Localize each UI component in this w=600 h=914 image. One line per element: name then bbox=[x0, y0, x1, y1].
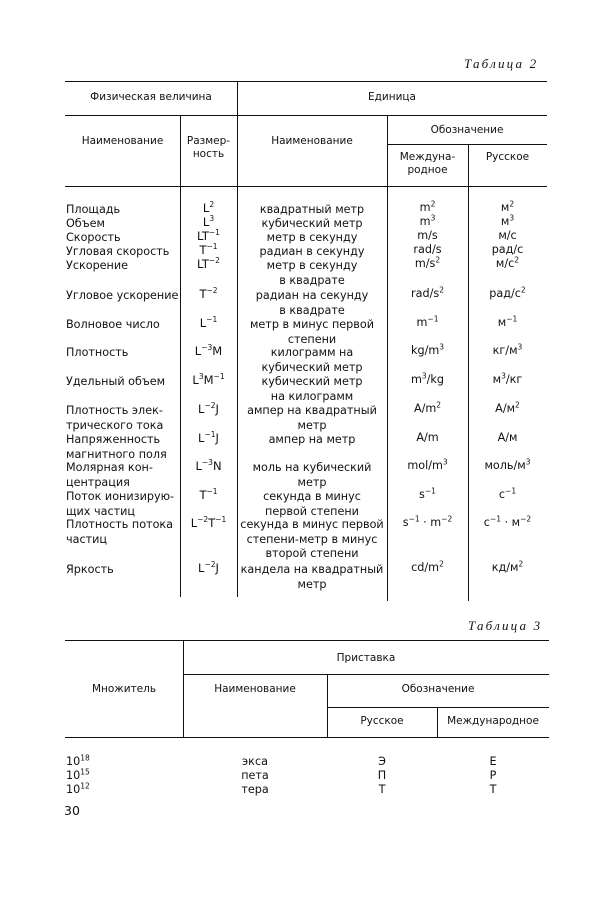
table2-top-rule bbox=[65, 81, 547, 82]
table2-row-intl-symbol-base: m/s bbox=[417, 229, 438, 242]
table2-row-rus-symbol-exponent: −1 bbox=[505, 486, 517, 496]
table2-row-name-line: Площадь bbox=[66, 203, 121, 216]
table2-row-intl-symbol-exponent: 3 bbox=[439, 342, 445, 352]
table3-header-prefix: Приставка bbox=[336, 652, 396, 664]
table2-header-col-name: Наименование bbox=[81, 135, 164, 147]
table2-row-name bbox=[66, 346, 178, 361]
table2-row-name bbox=[66, 433, 178, 462]
table3-header-rule-1 bbox=[183, 674, 549, 675]
table2-row-dimension-exponent: −3 bbox=[201, 343, 213, 353]
table2-row-unit-line: второй степени bbox=[265, 547, 359, 560]
table2-row-intl-symbol-base: · m bbox=[419, 516, 442, 529]
table2-row-rus-symbol bbox=[468, 561, 547, 576]
table2-row-dimension-base: T bbox=[199, 488, 207, 502]
table2-row-dimension-exponent: −1 bbox=[206, 487, 218, 497]
table2-row-name-line: Удельный объем bbox=[66, 375, 166, 388]
table3-header-international: Международное bbox=[447, 715, 539, 727]
table2-row-name bbox=[66, 217, 178, 232]
table2-row-name-line: щих частиц bbox=[66, 504, 136, 518]
table3-row-multiplier-exponent: 12 bbox=[80, 781, 90, 791]
table2-row-rus-symbol bbox=[468, 287, 547, 302]
table2-row-intl-symbol-base: cd/m bbox=[411, 561, 440, 574]
table2-row-rus-symbol-base: с bbox=[498, 488, 506, 501]
table2-row-dimension-base: L bbox=[194, 344, 202, 358]
table3-row-rus-symbol: Т bbox=[378, 783, 386, 796]
table2-header-rule-3 bbox=[65, 186, 547, 187]
table2-row-dimension-base: J bbox=[215, 431, 219, 445]
table2-header-col-dim bbox=[180, 135, 237, 161]
table2-row-rus-symbol-base: /кг bbox=[505, 373, 523, 386]
table2-header-intl bbox=[387, 151, 468, 177]
table2-header-rule-2 bbox=[387, 144, 547, 145]
table2-row-name-line: Яркость bbox=[66, 563, 114, 576]
table2-row-name-line: частиц bbox=[66, 532, 108, 546]
table2-row-rus-symbol-base: кд/м bbox=[491, 561, 519, 574]
table3-top-rule bbox=[65, 640, 549, 641]
table2-row-intl-symbol bbox=[387, 402, 468, 417]
table2-row-unit-line: кубический метр bbox=[261, 360, 363, 374]
table2-row-dimension-base: J bbox=[215, 561, 219, 575]
table2-row-dimension-exponent: 2 bbox=[209, 200, 215, 210]
table2-row-unit-name bbox=[237, 375, 387, 404]
table2-row-dimension-exponent: 3 bbox=[198, 372, 204, 382]
table2-row-rus-symbol-exponent: −1 bbox=[489, 514, 502, 524]
table2-row-dimension-base: L bbox=[198, 431, 205, 445]
table2-row-unit-name bbox=[237, 245, 387, 260]
table3-header-rule-3 bbox=[65, 737, 549, 738]
table3-row-intl-symbol: E bbox=[489, 755, 497, 768]
table2-row-intl-symbol bbox=[387, 229, 468, 244]
table2-row-rus-symbol-base: м/с bbox=[495, 257, 515, 270]
page-number: 30 bbox=[64, 803, 80, 818]
table2-row-dimension-exponent: −2 bbox=[206, 286, 218, 296]
table2-row-intl-symbol-base: /kg bbox=[426, 373, 445, 386]
table2-row-intl-symbol bbox=[387, 561, 468, 576]
table2-row-rus-symbol-exponent: −1 bbox=[506, 314, 518, 324]
table2-row-intl-symbol-base: m bbox=[419, 215, 431, 228]
table2-row-unit-line: метр bbox=[297, 577, 327, 591]
table2-row-unit-line: секунда в минус первой bbox=[240, 518, 384, 531]
table2-row-rus-symbol-base: рад/с bbox=[491, 243, 524, 256]
table2-caption: Таблица 2 bbox=[464, 56, 539, 71]
table2-row-name bbox=[66, 461, 178, 490]
table2-row-unit-line: в квадрате bbox=[279, 303, 345, 317]
table2-row-unit-line: степени-метр в минус bbox=[246, 532, 378, 546]
table3-row-multiplier-base: 10 bbox=[66, 769, 81, 782]
table2-row-dimension-exponent: −3 bbox=[201, 458, 213, 468]
table2-row-name-line: Поток ионизирую- bbox=[66, 490, 175, 503]
table2-row-dimension bbox=[180, 488, 237, 503]
table2-row-name bbox=[66, 490, 178, 519]
table2-row-unit-line: радиан на секунду bbox=[255, 289, 369, 302]
table2-row-unit-name bbox=[237, 563, 387, 592]
table3-header-multiplier: Множитель bbox=[91, 683, 157, 695]
table2-header-dim-line2: ность bbox=[192, 148, 225, 160]
table2-row-name-line: Плотность потока bbox=[66, 518, 174, 531]
table2-row-name bbox=[66, 518, 178, 547]
table2-row-unit-name bbox=[237, 461, 387, 490]
table3-row-multiplier-exponent: 18 bbox=[80, 753, 90, 763]
table2-row-name bbox=[66, 318, 178, 333]
table2-row-dimension-base: T bbox=[199, 243, 207, 257]
table2-row-dimension-exponent: −2 bbox=[204, 401, 216, 411]
table2-row-intl-symbol bbox=[387, 431, 468, 446]
table2-row-name bbox=[66, 404, 178, 433]
table2-row-rus-symbol bbox=[468, 201, 547, 216]
table2-row-unit-line: кубический метр bbox=[261, 217, 363, 230]
table2-row-dimension-exponent: −2 bbox=[197, 515, 209, 525]
table2-row-name-line: центрация bbox=[66, 475, 130, 489]
table2-row-rus-symbol-base: А/м bbox=[495, 402, 516, 415]
table2-row-intl-symbol bbox=[387, 257, 468, 272]
table2-row-unit-line: радиан в секунду bbox=[259, 245, 365, 258]
table2-row-intl-symbol-base: s bbox=[419, 488, 425, 501]
table2-header-unit: Единица bbox=[368, 91, 416, 103]
table2-row-name-line: Плотность bbox=[66, 346, 129, 359]
table2-row-unit-name bbox=[237, 231, 387, 246]
table2-row-dimension bbox=[180, 344, 237, 359]
table2-row-name-line: Угловая скорость bbox=[66, 245, 170, 258]
table2-row-intl-symbol-exponent: 2 bbox=[436, 400, 442, 410]
table2-row-name-line: Скорость bbox=[66, 231, 121, 244]
table2-row-dimension-exponent: −1 bbox=[215, 515, 227, 525]
table2-row-rus-symbol-exponent: 2 bbox=[520, 285, 526, 295]
table2-row-dimension-exponent: −2 bbox=[204, 560, 216, 570]
table2-row-rus-symbol-base: м/с bbox=[498, 229, 517, 242]
table2-row-intl-symbol-exponent: −1 bbox=[427, 314, 439, 324]
table2-row-dimension bbox=[180, 561, 237, 576]
table3-row-rus-symbol: Э bbox=[378, 755, 386, 768]
table2-row-dimension-base: M bbox=[212, 344, 223, 358]
table2-row-unit-name bbox=[237, 346, 387, 375]
table2-row-name-line: Напряженность bbox=[66, 433, 161, 446]
table2-row-unit-line: первой степени bbox=[265, 504, 359, 518]
table2-header-col-unit-name: Наименование bbox=[271, 135, 353, 147]
table2-row-intl-symbol-base: m bbox=[419, 201, 431, 214]
table2-row-unit-name bbox=[237, 203, 387, 218]
table2-row-rus-symbol-exponent: 3 bbox=[525, 457, 531, 467]
table2-header-intl-line1: Междуна- bbox=[399, 151, 456, 163]
table3-row-multiplier-exponent: 15 bbox=[80, 767, 90, 777]
table3-row-rus-symbol: П bbox=[377, 769, 387, 782]
table2-row-rus-symbol bbox=[468, 516, 547, 531]
table2-row-rus-symbol-base: рад/с bbox=[489, 287, 521, 300]
table2-row-dimension-base: M bbox=[203, 373, 214, 387]
table2-header-quantity: Физическая величина bbox=[90, 91, 212, 103]
table2-row-rus-symbol-exponent: 3 bbox=[509, 213, 515, 223]
table2-row-intl-symbol-exponent: −1 bbox=[424, 486, 436, 496]
table2-row-dimension-base: L bbox=[192, 373, 199, 387]
table2-row-intl-symbol-base: A/m bbox=[416, 431, 439, 444]
table2-header-designation: Обозначение bbox=[430, 124, 504, 136]
table2-row-dimension bbox=[180, 287, 237, 302]
table2-row-unit-line: степени bbox=[287, 332, 337, 346]
table2-row-rus-symbol-exponent: 3 bbox=[501, 371, 506, 381]
table2-row-name bbox=[66, 203, 178, 218]
table3-row-prefix-name: пета bbox=[241, 769, 269, 782]
table2-row-unit-line: метр в секунду bbox=[266, 259, 358, 272]
table2-row-intl-symbol-exponent: 2 bbox=[439, 559, 444, 569]
table2-row-unit-line: метр bbox=[297, 475, 327, 489]
table2-row-unit-line: ампер на квадратный bbox=[247, 404, 377, 417]
table2-row-intl-symbol bbox=[387, 201, 468, 216]
table2-row-rus-symbol-exponent: 3 bbox=[517, 342, 523, 352]
table2-row-unit-name bbox=[237, 259, 387, 288]
table2-row-dimension-base: LT bbox=[197, 257, 209, 271]
table3-header-name: Наименование bbox=[214, 683, 296, 695]
table2-row-intl-symbol-exponent: 3 bbox=[430, 213, 436, 223]
table2-row-rus-symbol bbox=[468, 316, 547, 331]
table2-row-name-line: Угловое ускорение bbox=[66, 289, 179, 302]
table3-row-intl-symbol: P bbox=[489, 769, 497, 782]
table2-row-intl-symbol bbox=[387, 344, 468, 359]
table2-row-dimension-base: T bbox=[208, 516, 216, 530]
table2-row-intl-symbol-exponent: 2 bbox=[439, 285, 444, 295]
table2-row-rus-symbol-base: А/м bbox=[497, 431, 518, 444]
table2-row-rus-symbol bbox=[468, 229, 547, 244]
table2-row-dimension-base: L bbox=[198, 402, 205, 416]
table2-row-dimension bbox=[180, 316, 237, 331]
table2-row-intl-symbol bbox=[387, 243, 468, 258]
table2-row-rus-symbol-base: м bbox=[492, 373, 502, 386]
table2-row-intl-symbol-base: s bbox=[402, 516, 409, 529]
table2-row-unit-line: ампер на метр bbox=[268, 433, 356, 446]
table2-row-unit-line: метр bbox=[297, 418, 327, 432]
table2-header-intl-line2: родное bbox=[407, 164, 448, 176]
table3-row-prefix-name: экса bbox=[242, 755, 268, 768]
table2-row-name bbox=[66, 375, 178, 390]
table3-row-multiplier-base: 10 bbox=[66, 755, 81, 768]
table2-row-unit-line: секунда в минус bbox=[263, 490, 361, 503]
table2-row-dimension-base: L bbox=[190, 516, 198, 530]
table2-row-dimension-exponent: −1 bbox=[206, 242, 218, 252]
table2-row-intl-symbol bbox=[387, 316, 468, 331]
table2-row-intl-symbol-base: rad/s bbox=[411, 287, 440, 300]
table2-row-rus-symbol bbox=[468, 459, 547, 474]
table2-row-intl-symbol-base: rad/s bbox=[413, 243, 442, 256]
table2-row-name bbox=[66, 563, 178, 578]
table2-row-intl-symbol bbox=[387, 287, 468, 302]
table2-row-rus-symbol bbox=[468, 243, 547, 258]
table2-row-name bbox=[66, 289, 178, 304]
table2-row-intl-symbol-base: A/m bbox=[413, 402, 437, 415]
table2-row-unit-name bbox=[237, 289, 387, 318]
table3-row-intl-symbol: T bbox=[489, 783, 497, 796]
table2-row-name-line: Объем bbox=[66, 217, 105, 230]
table2-row-intl-symbol bbox=[387, 373, 468, 388]
table2-row-rus-symbol-base: с bbox=[483, 516, 490, 529]
table2-row-unit-line: в квадрате bbox=[279, 273, 345, 287]
table2-row-intl-symbol-base: kg/m bbox=[410, 344, 440, 357]
table2-row-dimension-base: L bbox=[199, 316, 207, 330]
table2-row-dimension bbox=[180, 516, 237, 531]
table2-row-dimension-exponent: −1 bbox=[206, 315, 218, 325]
table2-row-unit-name bbox=[237, 404, 387, 433]
table2-row-unit-line: кандела на квадратный bbox=[240, 563, 384, 576]
table2-row-dimension-base: J bbox=[215, 402, 219, 416]
table2-row-unit-line: метр в секунду bbox=[266, 231, 358, 244]
table2-row-rus-symbol-exponent: 2 bbox=[509, 199, 515, 209]
table3-header-designation: Обозначение bbox=[401, 683, 475, 695]
table2-row-intl-symbol bbox=[387, 516, 468, 531]
table2-row-name-line: Волновое число bbox=[66, 318, 160, 331]
table2-header-dim-line1: Размер- bbox=[186, 135, 231, 147]
table2-row-dimension-exponent: −1 bbox=[204, 430, 216, 440]
table2-row-dimension-base: N bbox=[212, 459, 222, 473]
table2-row-intl-symbol-exponent: −2 bbox=[441, 514, 453, 524]
table2-header-rule-1 bbox=[65, 115, 547, 116]
table2-row-rus-symbol bbox=[468, 257, 547, 272]
table2-row-rus-symbol-exponent: 2 bbox=[515, 400, 520, 410]
table2-row-rus-symbol-base: · м bbox=[501, 516, 521, 529]
table2-row-rus-symbol-base: кг/м bbox=[492, 344, 518, 357]
table2-row-dimension bbox=[180, 459, 237, 474]
table2-row-unit-line: метр в минус первой bbox=[249, 318, 374, 331]
table3-caption: Таблица 3 bbox=[468, 618, 543, 633]
table2-row-rus-symbol-exponent: −2 bbox=[520, 514, 532, 524]
table2-row-name-line: Ускорение bbox=[66, 259, 129, 272]
table2-row-dimension bbox=[180, 373, 237, 388]
table2-row-dimension-exponent: 3 bbox=[209, 214, 215, 224]
table2-row-name-line: Плотность элек- bbox=[66, 404, 163, 417]
table2-row-rus-symbol-exponent: 2 bbox=[518, 559, 524, 569]
table2-row-name-line: магнитного поля bbox=[66, 447, 167, 461]
table2-row-unit-name bbox=[237, 518, 387, 562]
table2-row-dimension bbox=[180, 431, 237, 446]
table2-row-rus-symbol-exponent: 2 bbox=[514, 255, 520, 265]
table2-row-rus-symbol-base: моль/м bbox=[484, 459, 526, 472]
table2-row-unit-line: кубический метр bbox=[261, 375, 363, 388]
table2-row-rus-symbol-base: м bbox=[500, 215, 510, 228]
table2-row-unit-name bbox=[237, 490, 387, 519]
table2-row-rus-symbol bbox=[468, 344, 547, 359]
table2-row-dimension bbox=[180, 257, 237, 272]
table2-row-intl-symbol bbox=[387, 459, 468, 474]
table2-row-intl-symbol-exponent: 3 bbox=[421, 371, 427, 381]
table2-row-unit-line: квадратный метр bbox=[259, 203, 365, 216]
table2-row-dimension-exponent: −1 bbox=[213, 372, 225, 382]
table2-row-intl-symbol bbox=[387, 488, 468, 503]
table2-row-unit-line: килограмм на bbox=[270, 346, 354, 359]
table2-row-dimension bbox=[180, 402, 237, 417]
table2-row-dimension-exponent: −1 bbox=[208, 228, 220, 238]
table2-row-dimension-base: T bbox=[199, 287, 207, 301]
table2-row-unit-name bbox=[237, 433, 387, 448]
table2-header-russian: Русское bbox=[485, 151, 530, 163]
table2-row-dimension-base: L bbox=[195, 459, 202, 473]
table2-row-dimension-base: L bbox=[202, 201, 210, 215]
table2-row-rus-symbol bbox=[468, 488, 547, 503]
table2-row-rus-symbol bbox=[468, 431, 547, 446]
table3-row-multiplier bbox=[66, 783, 90, 798]
table2-row-intl-symbol-base: m/s bbox=[414, 257, 436, 270]
table2-row-dimension-base: L bbox=[202, 215, 210, 229]
table2-row-name bbox=[66, 259, 178, 274]
table2-row-name bbox=[66, 245, 178, 260]
table2-row-rus-symbol bbox=[468, 402, 547, 417]
table2-row-intl-symbol-exponent: 2 bbox=[430, 199, 436, 209]
table3-header-rule-2 bbox=[327, 707, 549, 708]
table2-row-intl-symbol-exponent: 3 bbox=[442, 457, 448, 467]
table2-row-unit-name bbox=[237, 318, 387, 347]
table2-row-unit-line: моль на кубический bbox=[252, 461, 372, 474]
table2-row-intl-symbol-exponent: −1 bbox=[408, 514, 420, 524]
table2-row-intl-symbol-base: mol/m bbox=[407, 459, 443, 472]
table2-row-rus-symbol bbox=[468, 215, 547, 230]
table2-row-name-line: Молярная кон- bbox=[66, 461, 153, 474]
table2-row-unit-name bbox=[237, 217, 387, 232]
table2-row-dimension-exponent: −2 bbox=[208, 256, 220, 266]
table2-row-rus-symbol bbox=[468, 373, 547, 388]
table2-row-name bbox=[66, 231, 178, 246]
table3-row-multiplier-base: 10 bbox=[66, 783, 81, 796]
table2-row-intl-symbol-base: m bbox=[410, 373, 422, 386]
table2-row-rus-symbol-base: м bbox=[497, 316, 507, 329]
table2-row-rus-symbol-base: м bbox=[500, 201, 510, 214]
table2-row-unit-line: на килограмм bbox=[270, 389, 354, 403]
table2-row-name-line: трического тока bbox=[66, 418, 164, 432]
table3-header-russian: Русское bbox=[360, 715, 404, 727]
table2-row-intl-symbol-base: m bbox=[416, 316, 428, 329]
table2-row-intl-symbol bbox=[387, 215, 468, 230]
table2-row-dimension-base: LT bbox=[197, 229, 209, 243]
table2-row-dimension-base: L bbox=[198, 561, 205, 575]
table3-row-prefix-name: тера bbox=[241, 783, 269, 796]
table2-row-intl-symbol-exponent: 2 bbox=[435, 255, 441, 265]
